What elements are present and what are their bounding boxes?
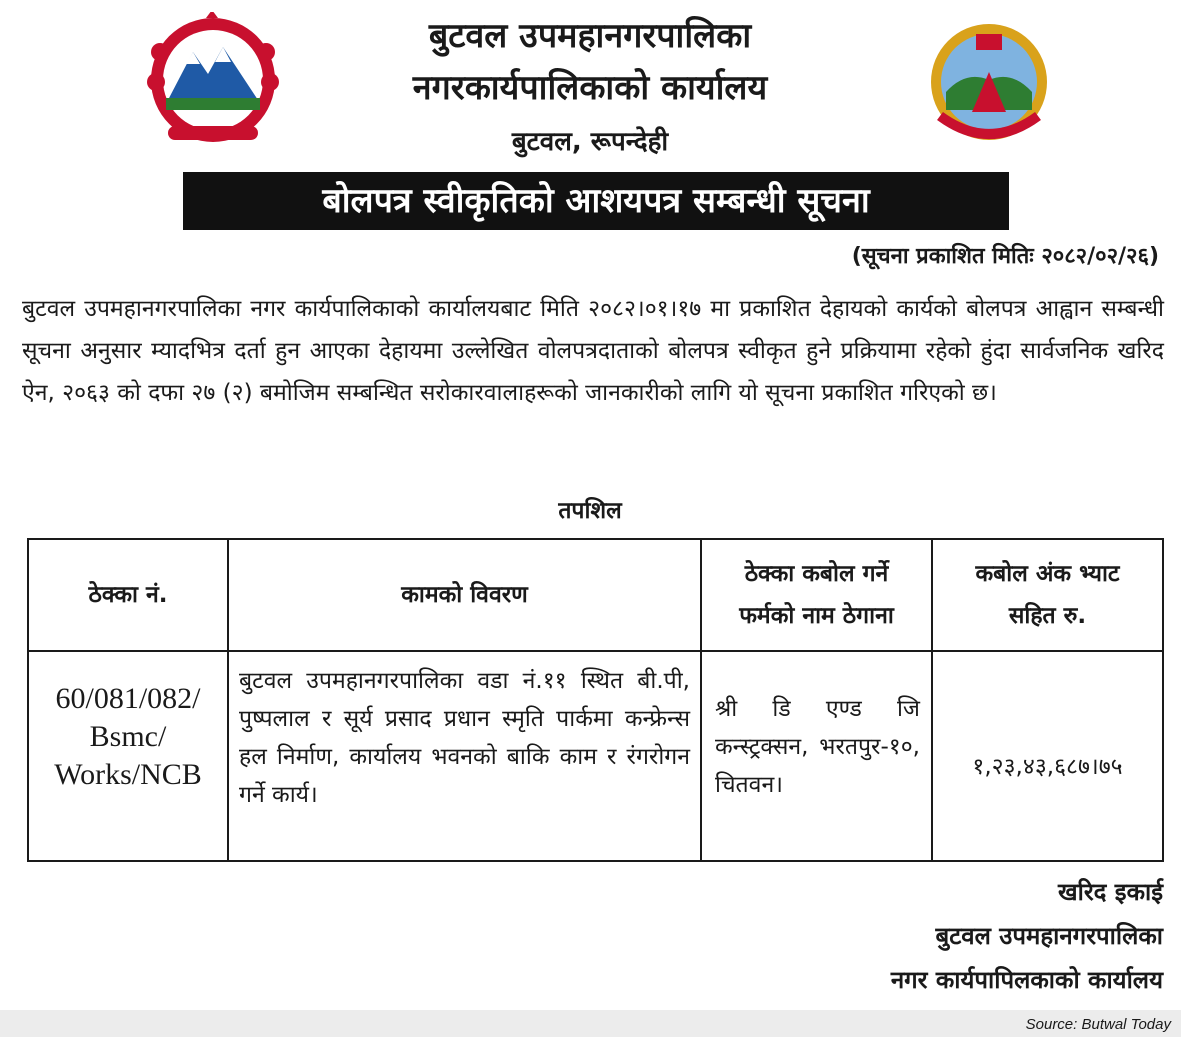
signature-line3: नगर कार्यपापिलकाको कार्यालय (890, 966, 1163, 994)
footer-bar (0, 1010, 1181, 1037)
header-firm-line1: ठेक्का कबोल गर्ने (744, 561, 889, 587)
signature-line2: बुटवल उपमहानगरपालिका (935, 922, 1163, 950)
table-row-description: बुटवल उपमहानगरपालिका वडा नं.११ स्थित बी.पी, पुष्पलाल र सूर्य प्रसाद प्रधान स्मृति पार्कमा कन्फ्रेन्स हल निर्माण, कार्यालय भवनको बाकि काम र रंगरोगन गर्ने कार्य। (239, 668, 690, 808)
signature-line1: खरिद इकाई (1058, 878, 1163, 906)
office-location: बुटवल, रूपन्देही (511, 127, 669, 157)
header-amount-line2: सहित रु. (1008, 603, 1087, 629)
header-firm (702, 540, 931, 650)
header-contract-no: ठेक्का नं. (88, 582, 168, 608)
published-date: (सूचना प्रकाशित मितिः २०८२/०२/२६) (851, 244, 1159, 269)
contract-no-line2: Bsmc/ (89, 720, 167, 753)
table-row-contract-no (29, 680, 227, 810)
table-caption: तपशिल (558, 498, 622, 524)
notice-paragraph: बुटवल उपमहानगरपालिका नगर कार्यपालिकाको कार्यालयबाट मिति २०८२।०१।१७ मा प्रकाशित देहायको कार्यको बोलपत्र आह्वान सम्बन्धी सूचना अनुसार म्यादभित्र दर्ता हुन आएका देहायमा उल्लेखित वोलपत्रदाताको बोलपत्र स्वीकृत हुने प्रक्रियामा रहेको हुंदा सार्वजनिक खरिद ऐन, २०६३ को दफा २७ (२) बमोजिम सम्बन्धित सरोकारवालाहरूको जानकारीको लागि यो सूचना प्रकाशित गरिएको छ। (22, 296, 1164, 406)
header-amount (933, 540, 1162, 650)
header-description: कामको विवरण (401, 582, 528, 608)
source-credit: Source: Butwal Today (1025, 1016, 1171, 1033)
nepal-emblem-icon (138, 12, 288, 152)
municipality-logo-icon (926, 20, 1052, 150)
contract-no-line3: Works/NCB (54, 758, 202, 791)
office-name-line1: बुटवल उपमहानगरपालिका (428, 16, 752, 56)
office-name-line2: नगरकार्यपालिकाको कार्यालय (412, 68, 768, 108)
header-amount-line1: कबोल अंक भ्याट (975, 561, 1120, 587)
notice-title-banner: बोलपत्र स्वीकृतिको आशयपत्र सम्बन्धी सूचना (183, 172, 1009, 230)
table-row-amount: १,२३,४३,६८७।७५ (972, 754, 1123, 780)
header-firm-line2: फर्मको नाम ठेगाना (739, 603, 894, 629)
contract-no-line1: 60/081/082/ (55, 682, 201, 715)
bid-table (27, 538, 1164, 862)
table-row-firm: श्री डि एण्ड जि कन्स्ट्रक्सन, भरतपुर-१०, चितवन। (715, 696, 920, 798)
table-divider (29, 650, 1162, 652)
